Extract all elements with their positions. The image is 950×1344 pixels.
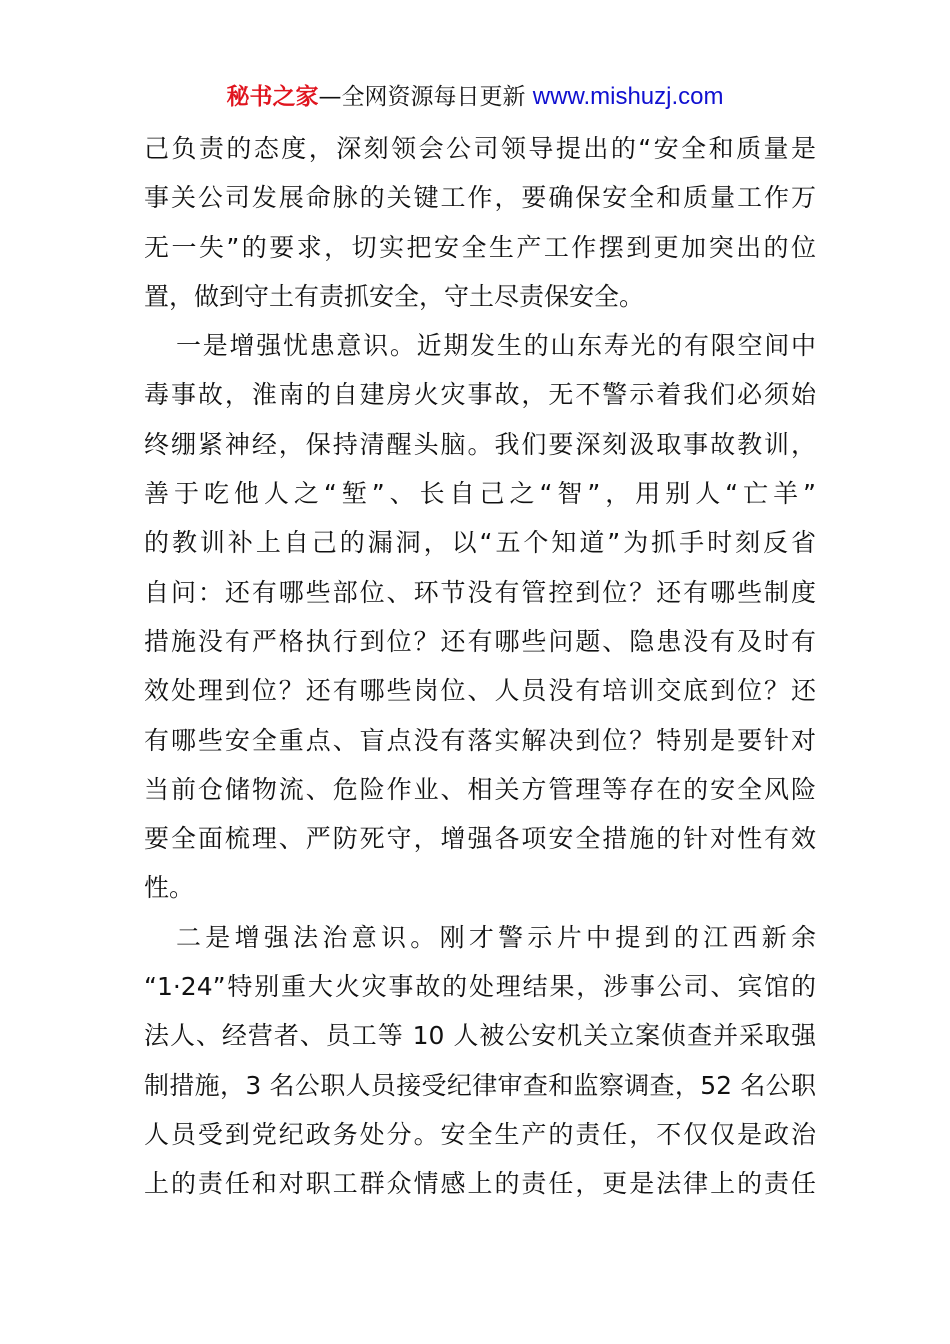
text-line: 制措施，3 名公职人员接受纪律审查和监察调查，52 名公职 (144, 1070, 816, 1100)
text-line: 善于吃他人之“堑”、长自己之“智”，用别人“亡羊” (144, 479, 816, 509)
site-url[interactable]: www.mishuzj.com (532, 83, 724, 110)
text-line: 人员受到党纪政务处分。安全生产的责任，不仅仅是政治 (144, 1119, 816, 1149)
text-line: 置，做到守土有责抓安全，守土尽责保安全。 (144, 281, 645, 311)
paragraph-start-line: 二是增强法治意识。刚才警示片中提到的江西新余 (176, 922, 816, 952)
text-line: 效处理到位？还有哪些岗位、人员没有培训交底到位？还 (144, 676, 816, 706)
text-line: 性。 (144, 873, 195, 903)
document-body (144, 124, 816, 1209)
text-line: 事关公司发展命脉的关键工作，要确保安全和质量工作万 (144, 183, 816, 213)
text-line: 毒事故，淮南的自建房火灾事故，无不警示着我们必须始 (144, 380, 816, 410)
text-line: 上的责任和对职工群众情感上的责任，更是法律上的责任 (144, 1169, 816, 1199)
site-brand: 秘书之家 (226, 84, 319, 110)
text-line: 当前仓储物流、危险作业、相关方管理等存在的安全风险 (144, 774, 816, 804)
text-line: 己负责的态度，深刻领会公司领导提出的“安全和质量是 (144, 134, 816, 163)
text-line: 措施没有严格执行到位？还有哪些问题、隐患没有及时有 (144, 626, 816, 656)
text-line: 法人、经营者、员工等 10 人被公安机关立案侦查并采取强 (144, 1021, 816, 1051)
text-line: 要全面梳理、严防死守，增强各项安全措施的针对性有效 (144, 824, 816, 854)
text-line: 的教训补上自己的漏洞，以“五个知道”为抓手时刻反省 (144, 528, 816, 558)
site-tagline: —全网资源每日更新 (318, 84, 533, 110)
text-line: 自问：还有哪些部位、环节没有管控到位？还有哪些制度 (144, 577, 816, 607)
text-line: “1·24”特别重大火灾事故的处理结果，涉事公司、宾馆的 (144, 972, 816, 1002)
document-header (0, 80, 950, 114)
paragraph-start-line: 一是增强忧患意识。近期发生的山东寿光的有限空间中 (176, 331, 816, 361)
text-line: 无一失”的要求，切实把安全生产工作摆到更加突出的位 (144, 232, 816, 262)
text-line: 有哪些安全重点、盲点没有落实解决到位？特别是要针对 (144, 725, 816, 755)
text-line: 终绷紧神经，保持清醒头脑。我们要深刻汲取事故教训， (144, 429, 816, 459)
